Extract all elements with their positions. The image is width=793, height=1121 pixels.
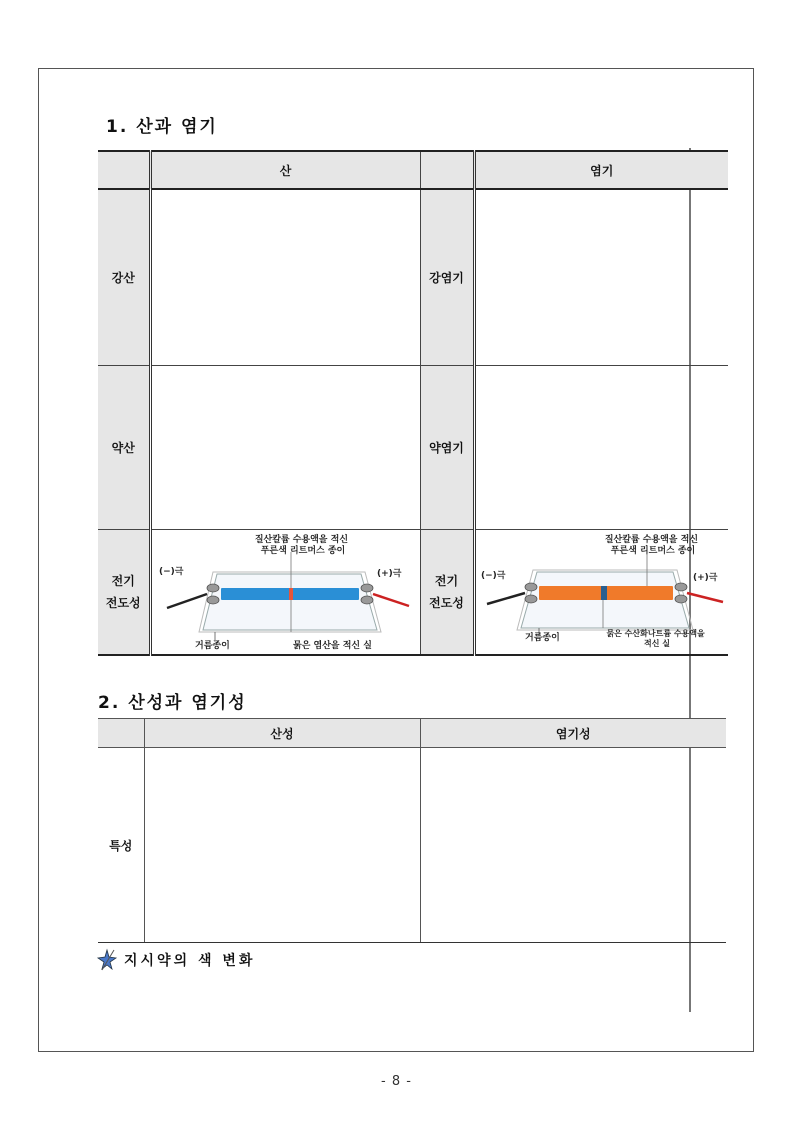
indicator-tip (96, 948, 255, 972)
strong-acid-cell (150, 189, 420, 365)
row-label-weak-base: 약염기 (420, 365, 474, 529)
paper-label-line1: 질산칼륨 수용액을 적신 (604, 534, 698, 545)
paper-label-line1: 질산칼륨 수용액을 적신 (254, 534, 348, 545)
thread-label-line2: 적신 실 (643, 638, 670, 648)
row-label-properties: 특성 (98, 748, 144, 943)
header-acidic: 산성 (144, 719, 420, 748)
color-spot (289, 588, 293, 600)
page-number: - 8 - (381, 1074, 412, 1089)
weak-base-cell (474, 365, 728, 529)
star-pin-icon (96, 948, 118, 972)
row-label-weak-acid: 약산 (98, 365, 150, 529)
filter-label: 거름종이 (194, 640, 230, 651)
paper-label (254, 533, 350, 556)
weak-acid-cell (150, 365, 420, 529)
header-acid: 산 (150, 151, 420, 189)
acid-conductivity-diagram (155, 532, 417, 652)
acidity-basicity-table (98, 718, 726, 943)
thread-label-line1: 묽은 수산화나트륨 수용액을 (606, 628, 705, 638)
header-empty-cell (98, 151, 150, 189)
acid-base-table (98, 150, 728, 656)
plus-label: (+)극 (376, 568, 401, 579)
acid-conductivity-figure-cell (150, 529, 420, 655)
header-empty-cell (98, 719, 144, 748)
row-label-conductivity-base: 전기 전도성 (420, 529, 474, 655)
base-conductivity-figure-cell (474, 529, 728, 655)
acidic-properties-cell (144, 748, 420, 943)
thread-label (605, 628, 707, 648)
color-spot (601, 586, 607, 600)
paper-label-line2: 푸른색 리트머스 종이 (260, 545, 345, 556)
base-conductivity-diagram (477, 532, 727, 652)
header-empty-cell-2 (420, 151, 474, 189)
basic-properties-cell (420, 748, 726, 943)
minus-label: (−)극 (480, 570, 506, 581)
row-label-conductivity-acid: 전기 전도성 (98, 529, 150, 655)
filter-label: 거름종이 (524, 632, 560, 643)
thread-label: 묽은 염산을 적신 실 (292, 640, 372, 651)
header-basic: 염기성 (420, 719, 726, 748)
paper-label-line2: 푸른색 리트머스 종이 (610, 545, 696, 556)
section2-title: 2. 산성과 염기성 (98, 693, 247, 713)
tip-text: 지시약의 색 변화 (124, 953, 256, 969)
minus-label: (−)극 (158, 566, 183, 577)
plus-label: (+)극 (692, 572, 718, 583)
row-label-strong-acid: 강산 (98, 189, 150, 365)
section1-title: 1. 산과 염기 (106, 117, 218, 137)
header-base: 염기 (474, 151, 728, 189)
row-label-strong-base: 강염기 (420, 189, 474, 365)
paper-label (605, 533, 701, 556)
strong-base-cell (474, 189, 728, 365)
